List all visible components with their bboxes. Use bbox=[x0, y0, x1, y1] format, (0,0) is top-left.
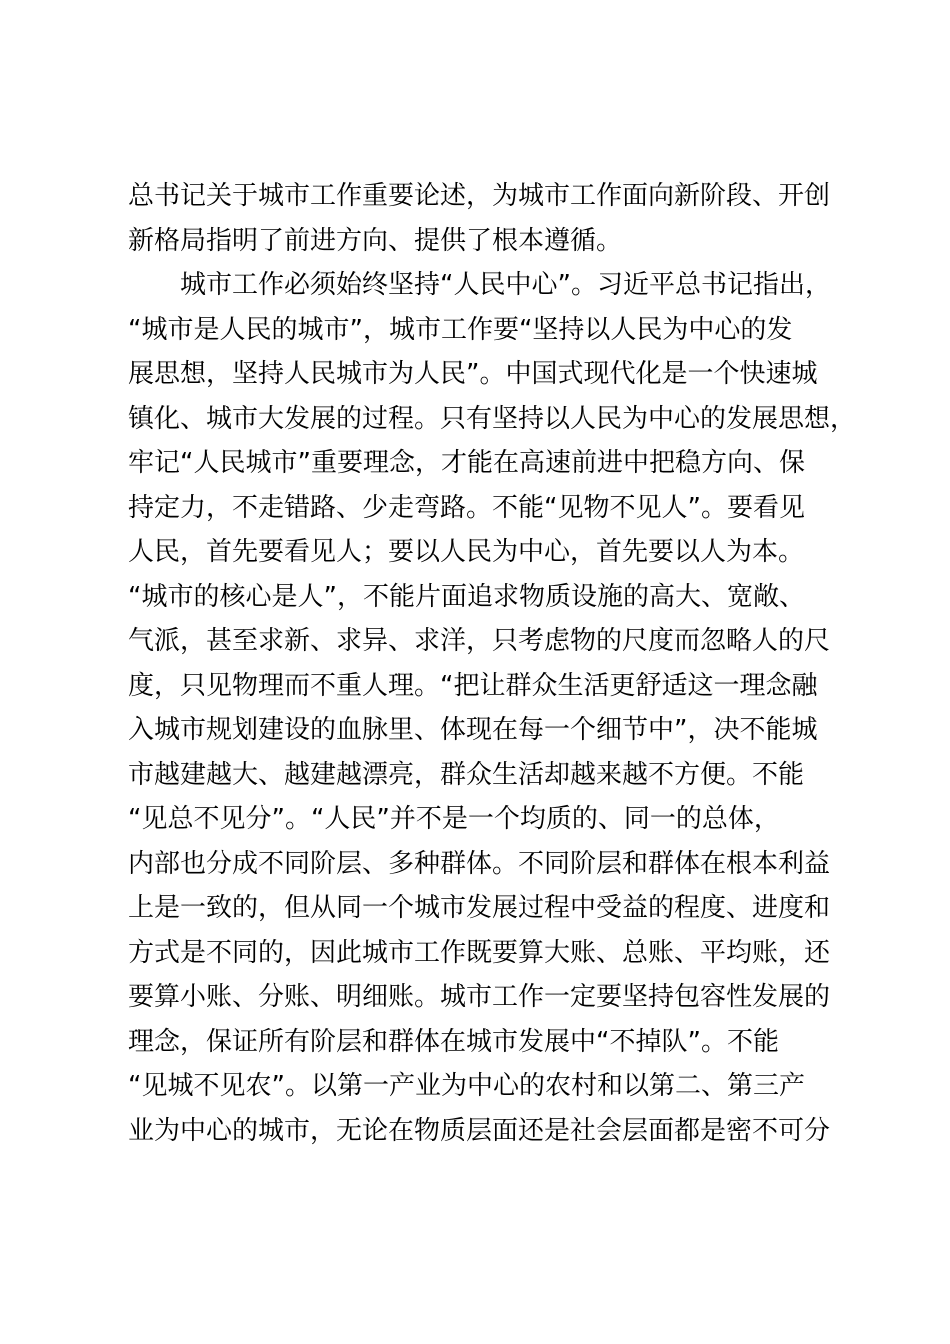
text-line-21: “见城不见农”。以第一产业为中心的农村和以第二、第三产 bbox=[128, 1071, 805, 1101]
text-line-22: 业为中心的城市，无论在物质层面还是社会层面都是密不可分 bbox=[128, 1115, 831, 1146]
text-line-15: “见总不见分”。“人民”并不是一个均质的、同一的总体， bbox=[128, 804, 780, 834]
text-line-8: 持定力，不走错路、少走弯路。不能“见物不见人”。要看见 bbox=[128, 492, 805, 523]
body-text bbox=[128, 174, 857, 1153]
text-line-4: “城市是人民的城市”，城市工作要“坚持以人民为中心的发 bbox=[128, 314, 793, 345]
text-line-16: 内部也分成不同阶层、多种群体。不同阶层和群体在根本利益 bbox=[128, 848, 831, 879]
text-line-13: 入城市规划建设的血脉里、体现在每一个细节中”，决不能城 bbox=[128, 715, 818, 745]
text-line-6: 镇化、城市大发展的过程。只有坚持以人民为中心的发展思想， bbox=[128, 403, 857, 434]
text-line-11: 气派，甚至求新、求异、求洋，只考虑物的尺度而忽略人的尺 bbox=[128, 626, 831, 656]
text-line-18: 方式是不同的，因此城市工作既要算大账、总账、平均账，还 bbox=[128, 937, 831, 968]
text-line-12: 度，只见物理而不重人理。“把让群众生活更舒适这一理念融 bbox=[128, 670, 818, 701]
text-line-5: 展思想，坚持人民城市为人民”。中国式现代化是一个快速城 bbox=[128, 359, 818, 389]
paragraph-start-line: 城市工作必须始终坚持“人民中心”。习近平总书记指出， bbox=[180, 270, 831, 300]
text-line-7: 牢记“人民城市”重要理念，才能在高速前进中把稳方向、保 bbox=[128, 448, 805, 478]
text-line-2: 新格局指明了前进方向、提供了根本遵循。 bbox=[128, 225, 623, 256]
text-line-14: 市越建越大、越建越漂亮，群众生活却越来越不方便。不能 bbox=[128, 759, 805, 790]
text-line-10: “城市的核心是人”，不能片面追求物质设施的高大、宽敞、 bbox=[128, 581, 805, 612]
text-line-17: 上是一致的，但从同一个城市发展过程中受益的程度、进度和 bbox=[128, 893, 831, 923]
text-line-19: 要算小账、分账、明细账。城市工作一定要坚持包容性发展的 bbox=[128, 982, 831, 1012]
text-line-9: 人民，首先要看见人；要以人民为中心，首先要以人为本。 bbox=[128, 537, 805, 567]
text-line-20: 理念，保证所有阶层和群体在城市发展中“不掉队”。不能 bbox=[128, 1026, 779, 1057]
text-line-1: 总书记关于城市工作重要论述，为城市工作面向新阶段、开创 bbox=[128, 181, 831, 211]
